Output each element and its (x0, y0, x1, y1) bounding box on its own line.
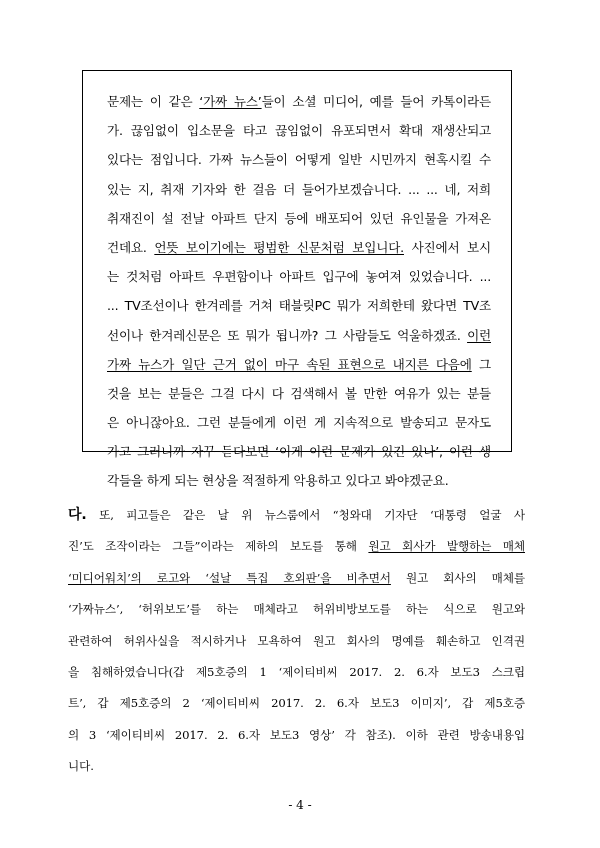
text-segment: 가고 그러니까 자꾸 듣다보면 ‘이게 이런 문제가 있긴 있나’, 이런 생 (107, 444, 491, 460)
text-segment: 또, 피고들은 같은 날 위 뉴스룸에서 “청와대 기자단 ‘대통령 얼굴 사 (86, 508, 525, 522)
text-segment: 을 침해하였습니다(갑 제5호증의 1 ‘제이티비씨 2017. 2. 6.자 보도3 스크립 (68, 664, 525, 679)
section-marker: 다. (68, 507, 87, 523)
paragraph-line (68, 531, 525, 562)
underlined-text: 가짜 뉴스가 일단 근거 없이 마구 속된 표현으로 내지른 다음에 (107, 356, 472, 372)
text-segment: 가. 끊임없이 입소문을 타고 끊임없이 유포되면서 확대 재생산되고 (107, 123, 491, 139)
paragraph-line (68, 657, 525, 688)
text-segment: 니다. (68, 759, 94, 774)
paragraph-line (68, 688, 525, 719)
text-segment: ‘가짜뉴스’, ‘허위보도’를 하는 매체라고 허위비방보도를 하는 식으로 원고와 (68, 602, 525, 617)
text-segment: 트’, 갑 제5호증의 2 ‘제이티비씨 2017. 2. 6.자 보도3 이미지’, 갑 제5호증 (68, 696, 525, 711)
text-segment: 있다는 점입니다. 가짜 뉴스들이 어떻게 일반 시민까지 현혹시킬 수 (107, 152, 491, 168)
text-segment: 들이 소셜 미디어, 예를 들어 카톡이라든 (261, 94, 491, 109)
quote-line (107, 379, 491, 408)
quote-line (107, 145, 491, 174)
quoted-broadcast-box (82, 70, 512, 489)
quote-line (107, 408, 491, 437)
paragraph-line (68, 720, 525, 751)
text-segment: 진’도 조작이라는 그들”이라는 제하의 보도를 통해 (68, 539, 369, 554)
quote-line (107, 204, 491, 233)
page-number: - 4 - (288, 798, 312, 812)
underlined-text: 이런 (467, 327, 491, 343)
underlined-text: ‘가짜 뉴스’ (199, 94, 262, 109)
paragraph-line (68, 563, 525, 594)
quote-line (107, 116, 491, 145)
text-segment: ... TV조선이나 한겨레를 거쳐 태블릿PC 뭐가 저희한테 왔다면 TV조 (107, 298, 491, 314)
quote-line (107, 233, 491, 262)
paragraph-line (68, 626, 525, 657)
text-segment: 있는 지, 취재 기자와 한 걸음 더 들어가보겠습니다. ... ... 네, 저희 (107, 181, 491, 197)
quote-line (107, 262, 491, 291)
quote-line (107, 87, 491, 116)
quote-line (107, 291, 491, 320)
text-segment: 은 아니잖아요. 그런 분들에게 이런 게 지속적으로 발송되고 문자도 (107, 415, 491, 431)
text-segment: 문제는 이 같은 (107, 94, 200, 109)
text-segment: 그 (471, 356, 491, 372)
underlined-text: 원고 회사가 발행하는 매체 (368, 539, 525, 554)
paragraph-line (68, 751, 525, 782)
quote-line (107, 321, 491, 350)
text-segment: 취재진이 설 전날 아파트 단지 등에 배포되어 있던 유인물을 가져온 (107, 210, 491, 226)
quote-line (107, 175, 491, 204)
underlined-text: 언뜻 보이기에는 평범한 신문처럼 보입니다. (154, 239, 404, 255)
paragraph-line (68, 594, 525, 625)
text-segment: 는 것처럼 아파트 우편함이나 아파트 입구에 놓여져 있었습니다. ... (107, 269, 491, 285)
quote-line (107, 350, 491, 379)
quote-line (107, 466, 491, 495)
text-segment: 것을 보는 분들은 그걸 다시 다 검색해서 볼 만한 여유가 있는 분들 (107, 385, 491, 401)
paragraph-line (68, 500, 525, 531)
text-segment: 의 3 ‘제이티비씨 2017. 2. 6.자 보도3 영상’ 각 참조). 이하 관련 방송내용입 (68, 727, 525, 742)
text-segment: 원고 회사의 매체를 (390, 570, 525, 585)
text-segment: 각들을 하게 되는 현상을 적절하게 악용하고 있다고 봐야겠군요. (107, 473, 449, 489)
text-segment: 건데요. (107, 239, 155, 255)
quote-line (107, 437, 491, 466)
underlined-text: ‘미디어워치’의 로고와 ‘설날 특집 호외판’을 비추면서 (68, 570, 391, 585)
text-segment: 사진에서 보시 (403, 239, 491, 255)
text-segment: 관련하여 허위사실을 적시하거나 모욕하여 원고 회사의 명예를 훼손하고 인격권 (68, 633, 525, 648)
body-paragraph (68, 500, 525, 783)
text-segment: 선이나 한겨레신문은 또 뭐가 됩니까? 그 사람들도 억울하겠죠. (107, 327, 468, 343)
